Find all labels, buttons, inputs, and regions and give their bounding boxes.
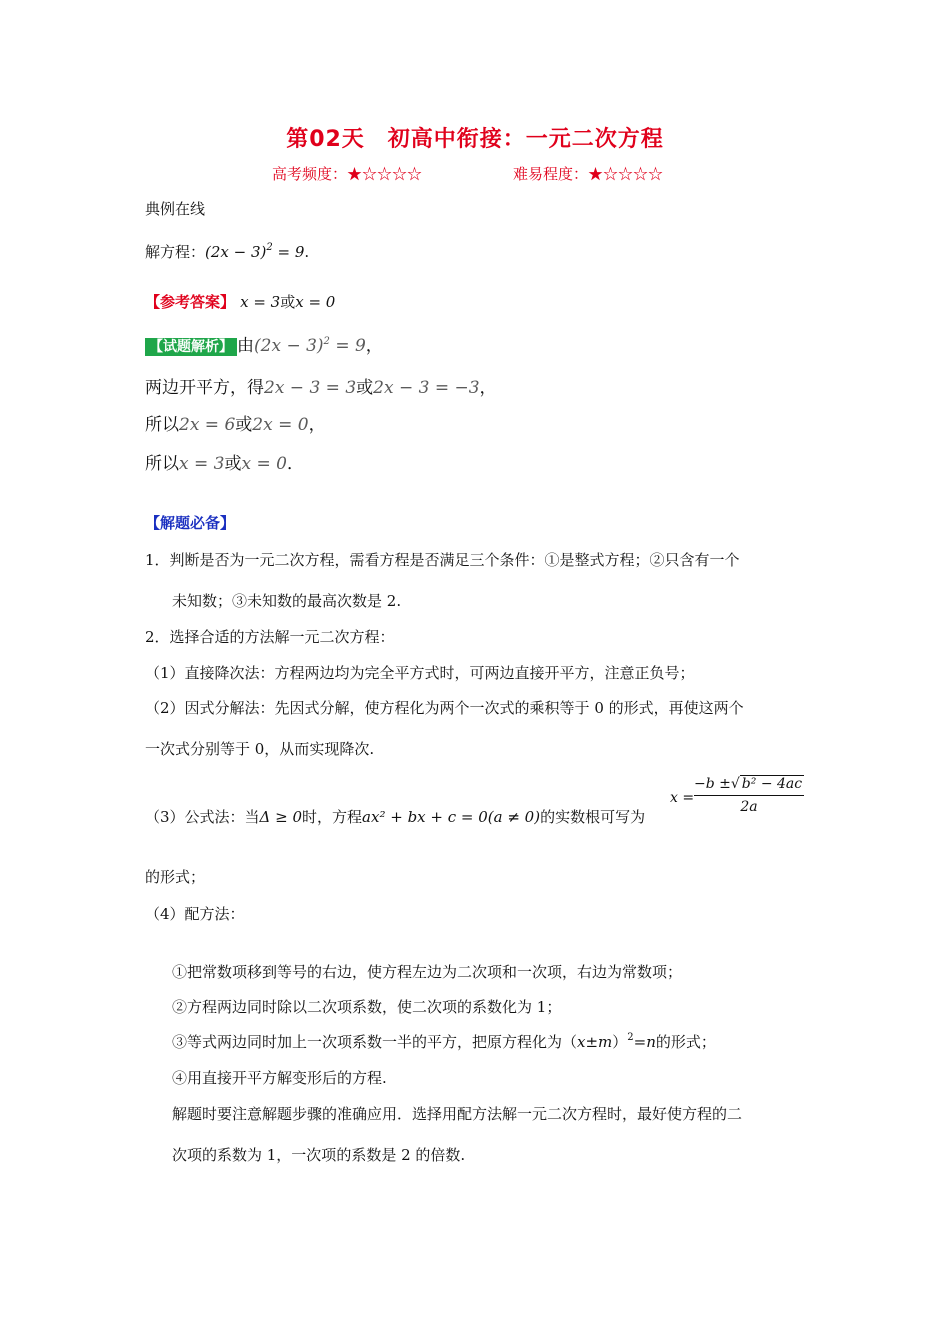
note-line-1: 解题时要注意解题步骤的准确应用．选择用配方法解一元二次方程时，最好使方程的二 [172, 1105, 743, 1123]
essentials-point-2: 2．选择合适的方法解一元二次方程： [145, 628, 395, 646]
method-completing-square: （4）配方法： [145, 905, 245, 923]
method-factoring-line-2: 一次式分别等于 0，从而实现降次. [145, 740, 375, 758]
problem-prefix: 解方程： [145, 243, 206, 261]
method-direct: （1）直接降次法：方程两边均为完全平方式时，可两边直接开平方，注意正负号； [145, 664, 695, 682]
step-3: ③等式两边同时加上一次项系数一半的平方，把原方程化为$(x\pm m)^2=n$的形式； [172, 1032, 716, 1051]
essentials-point-1-line-1: 1．判断是否为一元二次方程，需看方程是否满足三个条件：①是整式方程；②只含有一个 [145, 551, 740, 569]
step-4: ④用直接开平方解变形后的方程. [172, 1069, 387, 1087]
method-formula-line-2: 的形式； [145, 868, 206, 886]
essentials-label: 【解题必备】 [145, 514, 236, 532]
example-heading: 典例在线 [145, 200, 206, 218]
note-line-2: 次项的系数为 1，一次项的系数是 2 的倍数. [172, 1146, 466, 1164]
essentials-point-1-line-2: 未知数；③未知数的最高次数是 2. [172, 592, 402, 610]
difficulty-rating: 难易程度：★☆☆☆☆ [513, 165, 664, 183]
analysis-line-3: 所以x = 3或x = 0． [145, 454, 304, 474]
discriminant-condition: Δ ≥ 0 [259, 808, 303, 826]
analysis-line-1: 两边开平方，得2x − 3 = 3或2x − 3 = −3， [145, 378, 497, 398]
problem-equation: $(2x - 3)^2 = 9$ [205, 242, 305, 261]
method-factoring-line-1: （2）因式分解法：先因式分解，使方程化为两个一次式的乘积等于 0 的形式，再使这两个 [145, 699, 744, 717]
document-page: 第02天 初高中衔接：一元二次方程 高考频度：★☆☆☆☆ 难易程度：★☆☆☆☆ 典例在线 解方程：$(2x - 3)^2 = 9$. 【参考答案】 x = 3或x = 0 【试题解析】 由$(2x - 3)^2 = 9$， 两边开平方，得2x − 3 = 3或2x − 3 = −3， 所以2x = 6或2x = 0， 所以x = 3或x = 0． 【解题必备】 1．判断是否为一元二次方程，需看方程是否满足三个条件：①是整式方程；②只含有一个 未知数；③未知数的最高次数是 2. 2．选择合适的方法解一元二次方程： （1）直接降次法：方程两边均为完全平方式时，可两边直接开平方，注意正负号； （2）因式分解法：先因式分解，使方程化为两个一次式的乘积等于 0 的形式，再使这两个 一次式分别等于 0，从而实现降次. （3）公式法：当Δ ≥ 0时，方程ax² + bx + c = 0(a ≠ 0)的实数根可写为 x = $\frac{\text{−b ±√ b² − 4ac}}{2a}$ 的形式； （4）配方法： ①把常数项移到等号的右边，使方程左边为二次项和一次项，右边为常数项； ②方程两边同时除以二次项系数，使二次项的系数化为 1； ③等式两边同时加上一次项系数一半的平方，把原方程化为$(x\pm m)^2=n$的形式； ④用直接开平方解变形后的方程. 解题时要注意解题步骤的准确应用．选择用配方法解一元二次方程时，最好使方程的二 次项的系数为 1，一次项的系数是 2 的倍数. [0, 0, 950, 1344]
step-2: ②方程两边同时除以二次项系数，使二次项的系数化为 1； [172, 998, 562, 1016]
analysis-label: 【试题解析】 [145, 338, 237, 356]
problem-statement: 解方程：$(2x - 3)^2 = 9$. [145, 242, 310, 261]
page-title: 第02天 初高中衔接：一元二次方程 [286, 127, 664, 152]
step-1: ①把常数项移到等号的右边，使方程左边为二次项和一次项，右边为常数项； [172, 963, 683, 981]
method-formula-line-1: （3）公式法：当Δ ≥ 0时，方程ax² + bx + c = 0(a ≠ 0)的实数根可写为 [145, 808, 646, 826]
reference-answer: 【参考答案】 x = 3或x = 0 [145, 293, 336, 311]
analysis-line-0: 【试题解析】 由$(2x - 3)^2 = 9$， [145, 331, 383, 356]
analysis-line-2: 所以2x = 6或2x = 0， [145, 415, 326, 435]
answer-label: 【参考答案】 [145, 293, 236, 311]
quadratic-equation: ax² + bx + c = 0(a ≠ 0) [362, 808, 541, 826]
frequency-rating: 高考频度：★☆☆☆☆ [272, 165, 423, 183]
